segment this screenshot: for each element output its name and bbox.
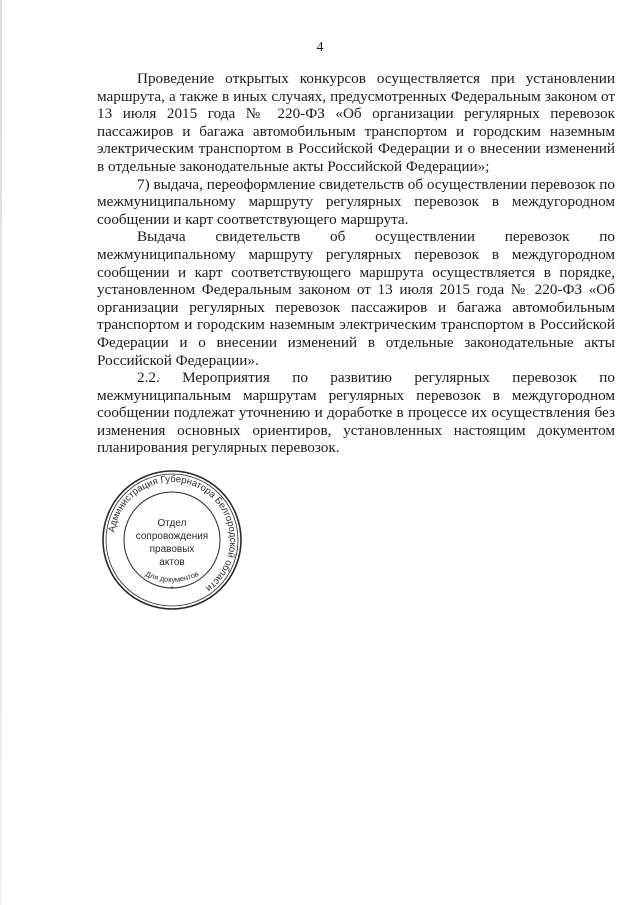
paragraph-section-2-2: 2.2. Мероприятия по развитию регулярных перевозок по межмуниципальным маршрутам регулярных перевозок в междугородном сообщении подлежат уточнению и доработке в процессе их осуществления без изменения основных ориентиров, установленных настоящим документом планирования регулярных перевозок. — [97, 369, 615, 457]
scan-edge — [0, 0, 2, 905]
seal-outer-text: Администрация Губернатора Белгородской области — [106, 473, 239, 594]
seal-graphic — [100, 468, 244, 612]
seal-center-line-1: Отдел — [157, 518, 187, 529]
seal-center-line-3: правовых — [149, 544, 195, 555]
seal-bottom-text: Для документов — [144, 569, 200, 585]
page-number: 4 — [316, 40, 324, 55]
paragraph-item-7: 7) выдача, переоформление свидетельств об осуществлении перевозок по межмуниципальному маршруту регулярных перевозок в междугородном сообщении и карт соответствующего маршрута. — [97, 175, 615, 228]
official-seal-stamp — [100, 468, 244, 612]
seal-center-line-4: актов — [159, 557, 185, 568]
paragraph-issuance: Выдача свидетельств об осуществлении перевозок по межмуниципальному маршруту регулярных перевозок в междугородном сообщении и карт соответствующего маршрута осуществляется в порядке, установленном Федеральным законом от 13 июля 2015 года № 220-ФЗ «Об организации регулярных перевозок пассажиров и багажа автомобильным транспортом и городским наземным электрическим транспортом в Российской Федерации и о внесении изменений в отдельные законодательные акты Российской Федерации». — [97, 228, 615, 369]
seal-center-line-2: сопровождения — [135, 531, 209, 542]
seal-star-icon: * — [170, 585, 174, 594]
paragraph-open-competitions: Проведение открытых конкурсов осуществляется при установлении маршрута, а также в иных случаях, предусмотренных Федеральным законом от 13 июля 2015 года № 220-ФЗ «Об организации регулярных перевозок пассажиров и багажа автомобильным транспортом и городским наземным электрическим транспортом в Российской Федерации и о внесении изменений в отдельные законодательные акты Российской Федерации»; — [97, 70, 615, 175]
document-body — [97, 70, 615, 457]
